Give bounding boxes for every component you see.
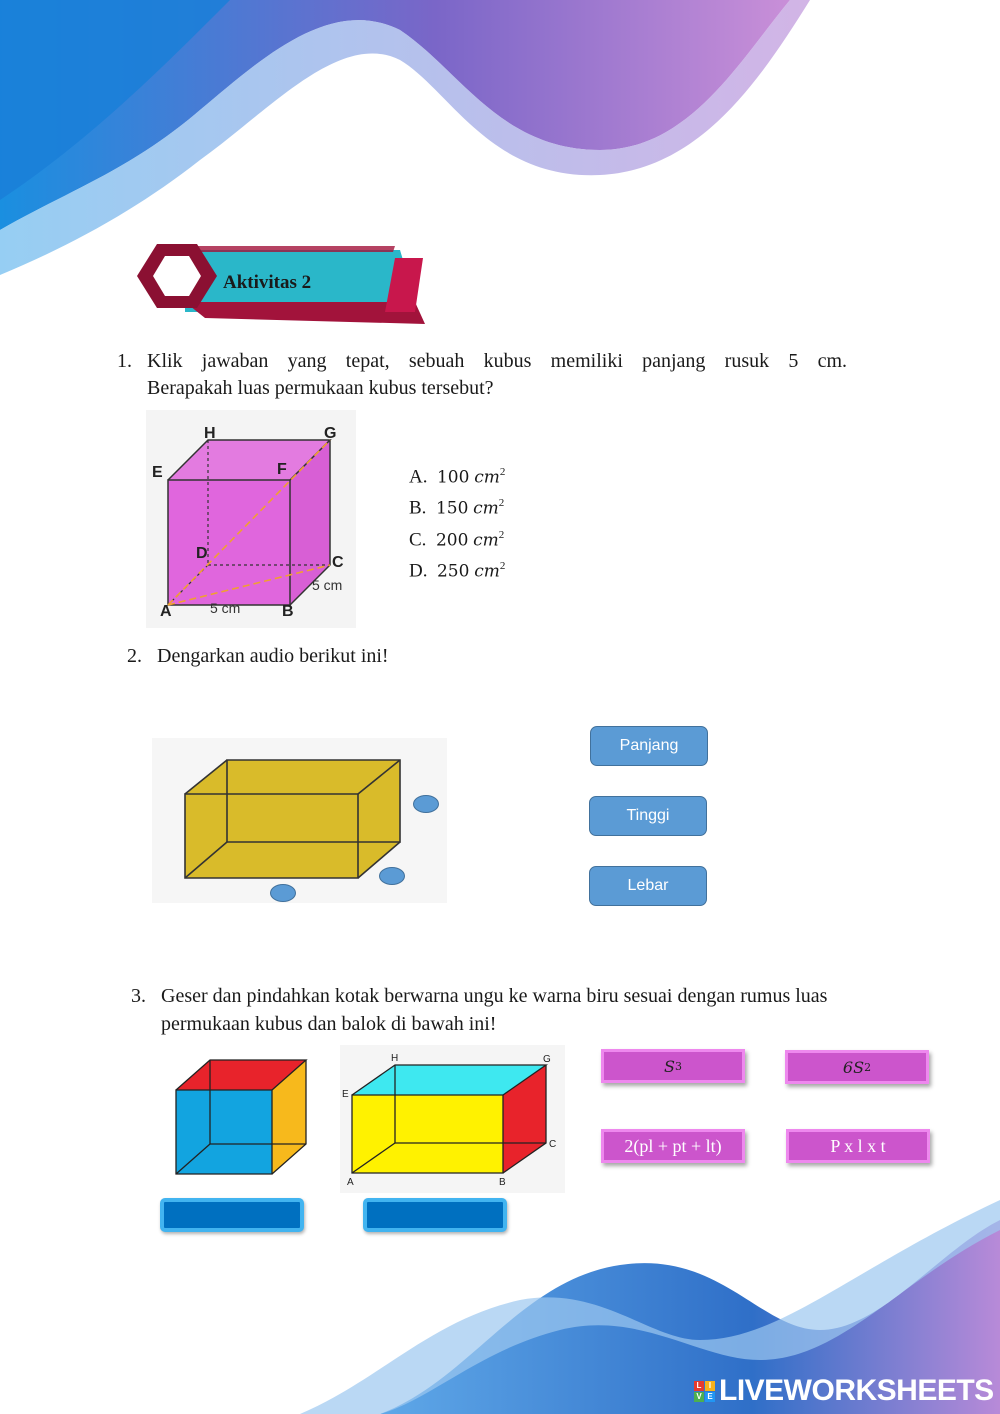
activity-title: Aktivitas 2 <box>223 272 312 293</box>
drag-item-s-cubed[interactable]: S 3 <box>601 1049 745 1083</box>
option-d[interactable]: D. 250 $cm^2$ <box>409 559 506 582</box>
q1-number: 1. <box>117 350 132 372</box>
answer-button-panjang[interactable]: Panjang <box>590 726 708 766</box>
q3-line2: permukaan kubus dan balok di bawah ini! <box>161 1013 497 1035</box>
cuboid-label-g: G <box>543 1054 551 1065</box>
logo-grid-icon: L I V E <box>694 1381 715 1402</box>
q3-line1: Geser dan pindahkan kotak berwarna ungu ke warna biru sesuai dengan rumus luas <box>161 985 828 1007</box>
drop-target-cuboid[interactable] <box>363 1198 507 1232</box>
audio-button-length[interactable] <box>270 884 296 902</box>
cuboid-label-h: H <box>391 1053 399 1064</box>
option-b[interactable]: B. 150 $cm^2$ <box>409 497 505 519</box>
drop-target-cube[interactable] <box>160 1198 304 1232</box>
audio-button-height[interactable] <box>413 795 439 813</box>
answer-button-lebar[interactable]: Lebar <box>589 866 707 906</box>
cube-label-a: A <box>160 603 172 620</box>
cube-figure <box>146 410 356 628</box>
q1-line2: Berapakah luas permukaan kubus tersebut? <box>147 377 494 399</box>
cuboid-label-b: B <box>499 1177 506 1188</box>
drag-item-volume[interactable]: P x l x t <box>786 1129 930 1163</box>
q1-options <box>409 459 505 584</box>
q3-number: 3. <box>131 985 146 1007</box>
cube-label-c: C <box>332 554 344 571</box>
liveworksheets-logo <box>694 1374 994 1408</box>
drag-item-cuboid-surface[interactable]: 2(pl + pt + lt) <box>601 1129 745 1163</box>
answer-button-tinggi[interactable]: Tinggi <box>589 796 707 836</box>
colored-cuboid-figure <box>340 1045 565 1193</box>
cube-edge-bc: 5 cm <box>312 577 343 593</box>
cube-label-g: G <box>324 425 337 442</box>
cube-label-d: D <box>196 545 208 562</box>
logo-text: LIVEWORKSHEETS <box>719 1374 994 1407</box>
cuboid-label-a: A <box>347 1177 354 1188</box>
q2-text: Dengarkan audio berikut ini! <box>157 645 389 667</box>
cuboid-label-e: E <box>342 1089 349 1100</box>
audio-button-width[interactable] <box>379 867 405 885</box>
cube-label-e: E <box>152 464 163 481</box>
cube-edge-ab: 5 cm <box>210 600 241 616</box>
option-c[interactable]: C. 200 $cm^2$ <box>409 528 505 550</box>
q2-number: 2. <box>127 645 142 667</box>
option-a[interactable]: A. 100 $cm^2$ <box>409 466 506 488</box>
q1-line1: Klik jawaban yang tepat, sebuah kubus memiliki panjang rusuk 5 cm. <box>147 350 847 372</box>
drag-item-6s-squared[interactable]: 6S 2 <box>785 1050 929 1084</box>
cube-label-h: H <box>204 425 216 442</box>
cuboid-label-c: C <box>549 1139 557 1150</box>
cube-label-f: F <box>277 461 287 478</box>
colored-cube-figure <box>168 1052 313 1182</box>
cube-label-b: B <box>282 603 294 620</box>
